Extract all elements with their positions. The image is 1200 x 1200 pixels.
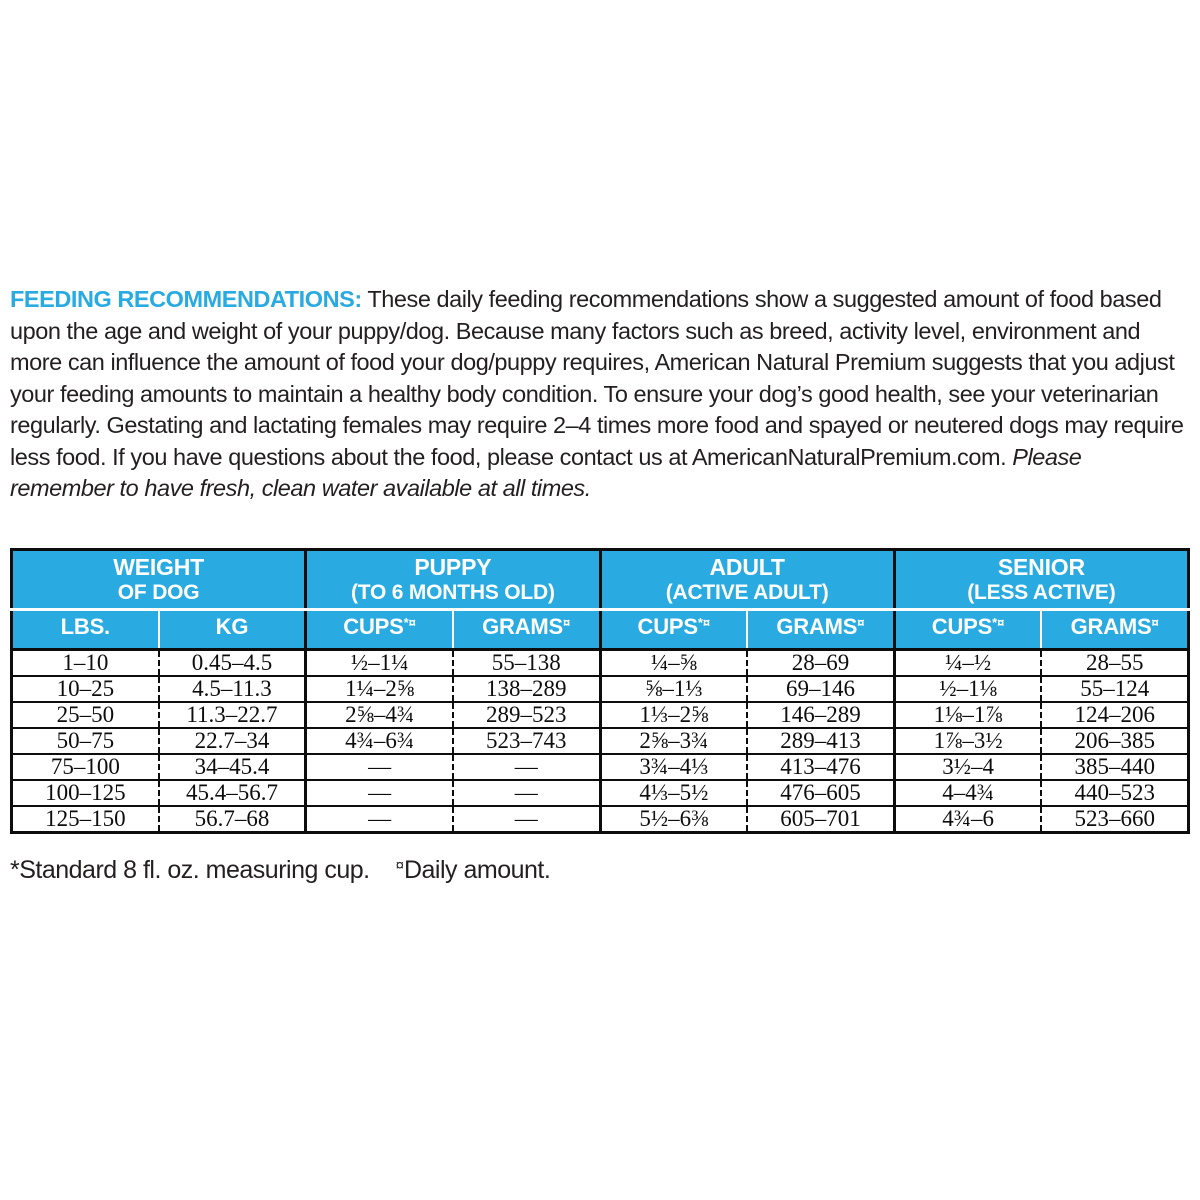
- table-row: [12, 780, 1189, 806]
- table-cell: 289–413: [747, 728, 894, 754]
- table-cell: —: [306, 806, 453, 833]
- table-cell: ¼–⅝: [600, 650, 747, 677]
- column-header-puppy-grams: GRAMS¤: [453, 610, 600, 650]
- table-cell: 55–138: [453, 650, 600, 677]
- table-row: [12, 754, 1189, 780]
- footnote-marker: ¤: [563, 615, 571, 630]
- table-cell: 10–25: [12, 676, 159, 702]
- table-cell: 146–289: [747, 702, 894, 728]
- table-cell: 28–55: [1041, 650, 1188, 677]
- footnote-marker: *¤: [403, 615, 416, 630]
- table-cell: 4⅓–5½: [600, 780, 747, 806]
- intro-body-text: These daily feeding recommendations show a suggested amount of food based upon the age and weight of your puppy/dog. Because many factors such as breed, activity level, environment and more can influence the amount of food your dog/puppy requires, American Natural Premium suggests that you adjust your feeding amounts to maintain a healthy body condition. To ensure your dog’s good health, see your veterinarian regularly. Gestating and lactating females may require 2–4 times more food and spayed or neutered dogs may require less food. If you have questions about the food, please contact us at AmericanNaturalPremium.com.: [10, 286, 1184, 470]
- table-cell: 56.7–68: [159, 806, 306, 833]
- table-cell: 100–125: [12, 780, 159, 806]
- group-header-line1: SENIOR: [997, 554, 1085, 580]
- table-cell: 1⅞–3½: [894, 728, 1041, 754]
- table-body: [12, 650, 1189, 833]
- table-row: [12, 728, 1189, 754]
- table-cell: 138–289: [453, 676, 600, 702]
- table-cell: 4.5–11.3: [159, 676, 306, 702]
- table-cell: 34–45.4: [159, 754, 306, 780]
- table-cell: 4–4¾: [894, 780, 1041, 806]
- group-header-line2: OF DOG: [117, 581, 200, 604]
- table-cell: 385–440: [1041, 754, 1188, 780]
- table-cell: —: [306, 780, 453, 806]
- column-header-adult-cups: CUPS*¤: [600, 610, 747, 650]
- footnote-marker: *¤: [697, 615, 711, 630]
- table-cell: 413–476: [747, 754, 894, 780]
- table-cell: 523–743: [453, 728, 600, 754]
- table-row: [12, 702, 1189, 728]
- table-cell: 45.4–56.7: [159, 780, 306, 806]
- table-cell: 476–605: [747, 780, 894, 806]
- column-header-adult-grams: GRAMS¤: [747, 610, 894, 650]
- table-cell: 69–146: [747, 676, 894, 702]
- table-cell: —: [453, 754, 600, 780]
- table-cell: 1–10: [12, 650, 159, 677]
- group-header-line1: ADULT: [709, 554, 785, 580]
- table-cell: 523–660: [1041, 806, 1188, 833]
- table-cell: 50–75: [12, 728, 159, 754]
- table-cell: —: [453, 806, 600, 833]
- table-cell: 5½–6⅜: [600, 806, 747, 833]
- footnote-marker: ¤: [1151, 615, 1159, 630]
- table-cell: 0.45–4.5: [159, 650, 306, 677]
- table-cell: 3½–4: [894, 754, 1041, 780]
- table-cell: 2⅝–4¾: [306, 702, 453, 728]
- table-cell: 1⅓–2⅝: [600, 702, 747, 728]
- table-cell: —: [306, 754, 453, 780]
- group-header-line1: PUPPY: [414, 554, 492, 580]
- table-cell: 3¾–4⅓: [600, 754, 747, 780]
- footnote: [10, 856, 550, 885]
- footnote-daily-note: Daily amount.: [403, 856, 551, 884]
- table-cell: 22.7–34: [159, 728, 306, 754]
- table-cell: 605–701: [747, 806, 894, 833]
- table-cell: 4¾–6: [894, 806, 1041, 833]
- footnote-daily-marker: ¤: [395, 857, 404, 874]
- column-header-puppy-cups: CUPS*¤: [306, 610, 453, 650]
- intro-paragraph: [10, 284, 1190, 505]
- table-cell: 11.3–22.7: [159, 702, 306, 728]
- table-cell: 440–523: [1041, 780, 1188, 806]
- group-header-line1: WEIGHT: [113, 554, 205, 580]
- group-header-puppy: [306, 550, 600, 610]
- intro-italic-note: Please remember to have fresh, clean water available at all times.: [10, 443, 1082, 501]
- column-header-senior-cups: CUPS*¤: [894, 610, 1041, 650]
- column-header-kg: KG: [159, 610, 306, 650]
- group-header-line2: (TO 6 MONTHS OLD): [350, 581, 555, 604]
- footnote-marker: ¤: [857, 615, 865, 630]
- group-header-weight: [12, 550, 306, 610]
- table-cell: 125–150: [12, 806, 159, 833]
- table-cell: ⅝–1⅓: [600, 676, 747, 702]
- table-cell: ¼–½: [894, 650, 1041, 677]
- table-subheader-row: [12, 610, 1189, 650]
- intro-heading: FEEDING RECOMMENDATIONS:: [10, 286, 362, 312]
- table-cell: —: [453, 780, 600, 806]
- group-header-line2: (LESS ACTIVE): [967, 581, 1116, 604]
- table-row: [12, 650, 1189, 677]
- table-cell: ½–1¼: [306, 650, 453, 677]
- table-cell: 4¾–6¾: [306, 728, 453, 754]
- feeding-table: [10, 548, 1190, 834]
- group-header-line2: (ACTIVE ADULT): [665, 581, 829, 604]
- table-cell: 1¼–2⅝: [306, 676, 453, 702]
- table-cell: 124–206: [1041, 702, 1188, 728]
- table-cell: 55–124: [1041, 676, 1188, 702]
- table-cell: 1⅛–1⅞: [894, 702, 1041, 728]
- table-cell: 25–50: [12, 702, 159, 728]
- footnote-marker: *¤: [992, 615, 1005, 630]
- group-header-senior: [894, 550, 1188, 610]
- group-header-adult: [600, 550, 894, 610]
- table-row: [12, 806, 1189, 833]
- column-header-senior-grams: GRAMS¤: [1041, 610, 1188, 650]
- table-cell: 75–100: [12, 754, 159, 780]
- table-group-header-row: [12, 550, 1189, 610]
- table-cell: 289–523: [453, 702, 600, 728]
- table-cell: 28–69: [747, 650, 894, 677]
- footnote-cup-note: *Standard 8 fl. oz. measuring cup.: [10, 856, 370, 884]
- column-header-lbs: LBS.: [12, 610, 159, 650]
- table-cell: ½–1⅛: [894, 676, 1041, 702]
- table-cell: 206–385: [1041, 728, 1188, 754]
- table-row: [12, 676, 1189, 702]
- table-cell: 2⅝–3¾: [600, 728, 747, 754]
